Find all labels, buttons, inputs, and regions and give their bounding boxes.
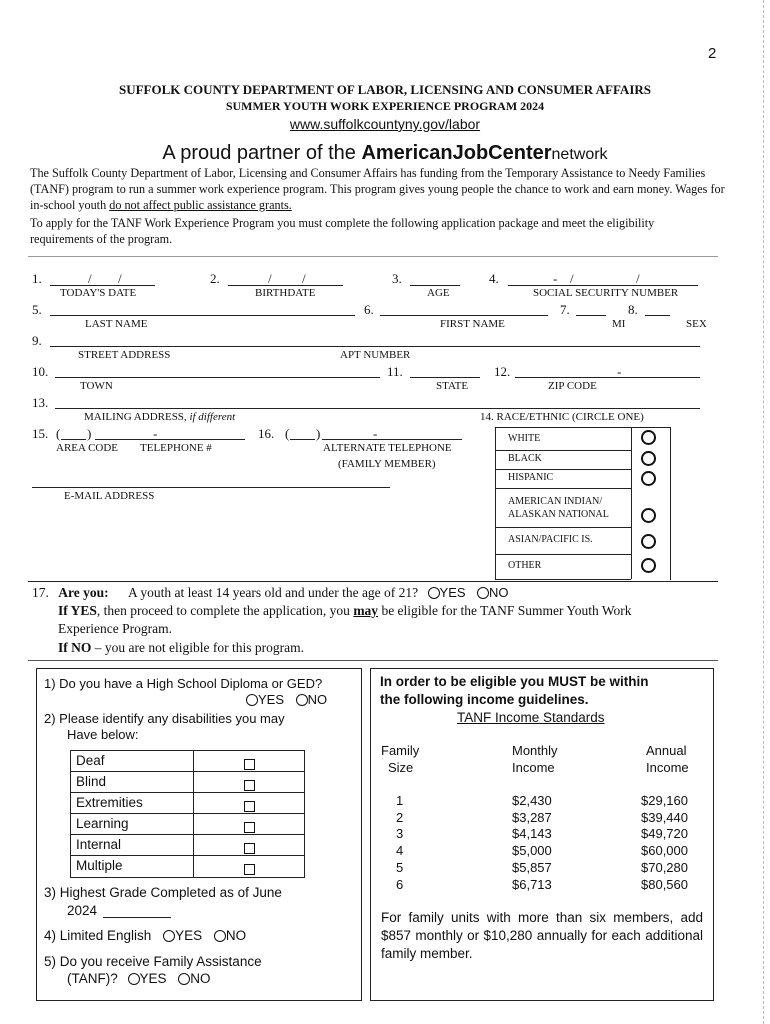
q4-no-radio[interactable] [214,930,226,942]
website-link[interactable]: www.suffolkcountyny.gov/labor [289,116,481,132]
email-input[interactable] [32,487,390,488]
intro-text: The Suffolk County Department of Labor, Licensing and Consumer Affairs has funding from the Temporary Assistance to Needy Families (TANF) program to run a summer work experience program. This program gives young people the chance to work and earn money. Wages for in-school youth [30,166,725,212]
q5-tanf: (TANF)? [67,971,118,986]
col-family: Family [381,743,420,758]
income-cell-annual: $60,000 [641,843,688,859]
q5-yes-radio[interactable] [128,973,140,985]
q5-no-radio[interactable] [178,973,190,985]
race-option-american-indian: AMERICAN INDIAN/ [508,496,603,507]
race-option-alaskan-national: ALASKAN NATIONAL [508,509,609,520]
race-option-black: BLACK [508,453,542,464]
date-slash: / [268,271,272,286]
income-cell-monthly: $5,857 [512,859,552,875]
race-option-asian-pacific: ASIAN/PACIFIC IS. [508,534,593,545]
disability-extremities: Extremities [76,795,143,810]
town-input[interactable] [55,377,380,378]
q17-yes-label: YES [439,585,466,600]
race-radio-white[interactable] [641,430,656,445]
brand-center: Center [488,142,552,164]
sex-input[interactable] [645,315,670,316]
col-monthly-income: Income [512,760,555,775]
q1-yes-label: YES [258,692,285,707]
q1-no-label: NO [307,692,328,707]
race-radio-american-indian[interactable] [641,508,656,523]
q17-yes-radio[interactable] [428,587,440,599]
income-cell-monthly: $6,713 [512,876,552,892]
street-address-label: STREET ADDRESS [78,349,171,361]
phone-dash: - [373,426,378,441]
intro-paragraph [30,165,730,213]
q17-line [32,585,508,601]
field-number: 6. [364,302,374,317]
income-cell-size: 5 [396,859,404,875]
partner-line [0,142,770,165]
brand-american: American [361,142,453,164]
q5-family-assistance: 5) Do you receive Family Assistance [44,954,262,969]
q17-if-yes-rest: be eligible for the TANF Summer Youth Work [378,603,632,618]
highest-grade-input[interactable] [103,917,171,918]
income-cell-monthly: $3,287 [512,809,552,825]
field-number: 4. [489,271,499,286]
q4-yes-radio[interactable] [163,930,175,942]
learning-checkbox[interactable] [244,822,255,833]
field-number: 5. [32,302,42,317]
tanf-income-standards: TANF Income Standards [457,710,605,725]
field-number: 9. [32,333,42,348]
state-label: STATE [436,380,469,392]
income-heading-2: the following income guidelines. [380,692,589,707]
q17-if-no-text: – you are not eligible for this program. [91,640,304,655]
income-cell-annual: $29,160 [641,793,688,808]
q1-options [246,692,327,707]
q4-no-label: NO [225,928,247,943]
todays-date-label: TODAY'S DATE [60,287,137,299]
field-number: 15. [32,426,49,441]
q17-if-yes-text: , then proceed to complete the application, you [96,603,354,618]
department-title: SUFFOLK COUNTY DEPARTMENT OF LABOR, LICENSING AND CONSUMER AFFAIRS [119,82,651,97]
disability-internal: Internal [76,837,122,852]
income-cell-size: 3 [396,826,404,842]
q17-if-no-bold: If NO [58,640,92,655]
todays-date-input[interactable] [50,285,155,286]
state-input[interactable] [410,377,480,378]
col-size: Size [388,760,414,775]
birthdate-label: BIRTHDATE [255,287,316,299]
brand-job: Job [452,142,489,164]
race-title: 14. RACE/ETHNIC (CIRCLE ONE) [480,411,644,423]
q4-label: 4) Limited English [44,928,152,943]
disability-deaf: Deaf [76,753,105,768]
q17-if-yes [58,603,632,619]
email-label: E-MAIL ADDRESS [64,490,155,502]
ssn-slash: / [570,271,574,286]
ssn-dash: - [553,271,558,286]
paren: ( [56,426,61,441]
disability-multiple: Multiple [76,858,123,873]
phone-dash: - [153,426,158,441]
field-number: 7. [560,302,570,317]
q17-if-yes-line2: Experience Program. [58,621,172,636]
q17-question: A youth at least 14 years old and under the age of 21? [128,585,419,600]
apt-number-label: APT NUMBER [340,349,411,361]
family-member-label: (FAMILY MEMBER) [338,458,436,470]
zip-input[interactable] [515,377,700,378]
q17-number: 17. [32,585,49,600]
program-title: SUMMER YOUTH WORK EXPERIENCE PROGRAM 2024 [225,99,545,113]
large-family-note: For family units with more than six members, add $857 monthly or $10,280 annually for each additional family member. [381,910,703,961]
brand-network: network [551,146,608,163]
partner-prefix: A proud partner of the [162,142,362,164]
paren: ( [285,426,290,441]
alt-phone-label: ALTERNATE TELEPHONE [323,442,452,454]
town-label: TOWN [80,380,113,392]
blind-checkbox[interactable] [244,780,255,791]
street-address-input[interactable] [50,346,700,347]
alt-telephone-input[interactable] [322,439,462,440]
income-cell-monthly: $5,000 [512,843,552,859]
income-cell-annual: $39,440 [641,809,688,825]
q17-if-no [58,640,304,656]
q5-yes-label: YES [139,971,167,986]
col-annual: Annual [646,743,687,758]
area-code-label: AREA CODE [56,442,119,454]
last-name-input[interactable] [50,315,355,316]
age-input[interactable] [410,285,460,286]
field-number: 16. [258,426,275,441]
race-radio-black[interactable] [641,451,656,466]
race-option-hispanic: HISPANIC [508,472,554,483]
field-number: 1. [32,271,42,286]
income-cell-annual: $70,280 [641,859,688,875]
race-radio-asian-pacific[interactable] [641,534,656,549]
income-cell-size: 1 [396,793,404,808]
field-number: 3. [392,271,402,286]
disability-learning: Learning [76,816,129,831]
page-edge [763,0,764,1024]
income-cell-size: 2 [396,809,404,825]
zip-label: ZIP CODE [548,380,597,392]
q1-no-radio[interactable] [296,694,308,706]
alt-area-code-input[interactable] [290,439,315,440]
first-name-label: FIRST NAME [440,318,505,330]
race-radio-other[interactable] [641,558,656,573]
ssn-label: SOCIAL SECURITY NUMBER [533,287,679,299]
zip-dash: - [617,364,622,379]
race-radio-hispanic[interactable] [641,471,656,486]
q17-if-yes-bold: If YES [58,603,97,618]
q4-limited-english [44,928,246,943]
field-number: 2. [210,271,220,286]
extremities-checkbox[interactable] [244,801,255,812]
q17-may: may [353,603,379,618]
intro-apply: To apply for the TANF Work Experience Program you must complete the following application package and meet the eligibility requirements of the program. [30,216,655,246]
internal-checkbox[interactable] [244,843,255,854]
telephone-input[interactable] [95,439,245,440]
date-slash: / [118,271,122,286]
q5-no-label: NO [190,971,211,986]
income-cell-monthly: $4,143 [512,826,552,842]
page-number: 2 [708,45,717,62]
ssn-slash: / [636,271,640,286]
income-cell-size: 6 [396,876,404,892]
date-slash: / [302,271,306,286]
last-name-label: LAST NAME [85,318,148,330]
first-name-input[interactable] [380,315,548,316]
mi-label: MI [612,318,626,330]
col-annual-income: Income [646,760,689,775]
multiple-checkbox[interactable] [244,864,255,875]
q2-disabilities: 2) Please identify any disabilities you may [44,711,285,726]
q17-no-label: NO [488,585,509,600]
q3-year: 2024 [67,903,98,918]
q1-yes-radio[interactable] [246,694,258,706]
q2-have-below: Have below: [67,727,139,742]
income-cell-annual: $49,720 [641,826,688,842]
income-cell-monthly: $2,430 [512,793,552,808]
disability-blind: Blind [76,774,107,789]
field-number: 10. [32,364,49,379]
telephone-label: TELEPHONE # [140,442,212,454]
income-cell-size: 4 [396,843,404,859]
date-slash: / [88,271,92,286]
area-code-input[interactable] [61,439,86,440]
birthdate-input[interactable] [228,285,343,286]
mi-input[interactable] [576,315,606,316]
income-cell-annual: $80,560 [641,876,688,892]
income-heading-1: In order to be eligible you MUST be within [380,674,649,689]
q17-are-you: Are you: [58,585,109,600]
race-option-white: WHITE [508,433,541,444]
paren: ) [316,426,321,441]
age-label: AGE [427,287,450,299]
sex-label: SEX [686,318,707,330]
field-number: 13. [32,395,49,410]
field-number: 12. [494,364,511,379]
intro-underlined: do not affect public assistance grants. [109,198,292,212]
q1-diploma: 1) Do you have a High School Diploma or GED? [44,676,323,691]
paren: ) [87,426,92,441]
mailing-address-label: MAILING ADDRESS, if different [84,411,236,423]
q5-options [67,971,211,986]
mailing-address-input[interactable] [55,408,700,409]
q4-yes-label: YES [175,928,203,943]
q17-no-radio[interactable] [477,587,489,599]
field-number: 8. [628,302,638,317]
col-monthly: Monthly [512,743,558,758]
q3-highest-grade: 3) Highest Grade Completed as of June [44,885,282,900]
ssn-input[interactable] [508,285,698,286]
field-number: 11. [387,364,403,379]
deaf-checkbox[interactable] [244,759,255,770]
race-option-other: OTHER [508,560,542,571]
